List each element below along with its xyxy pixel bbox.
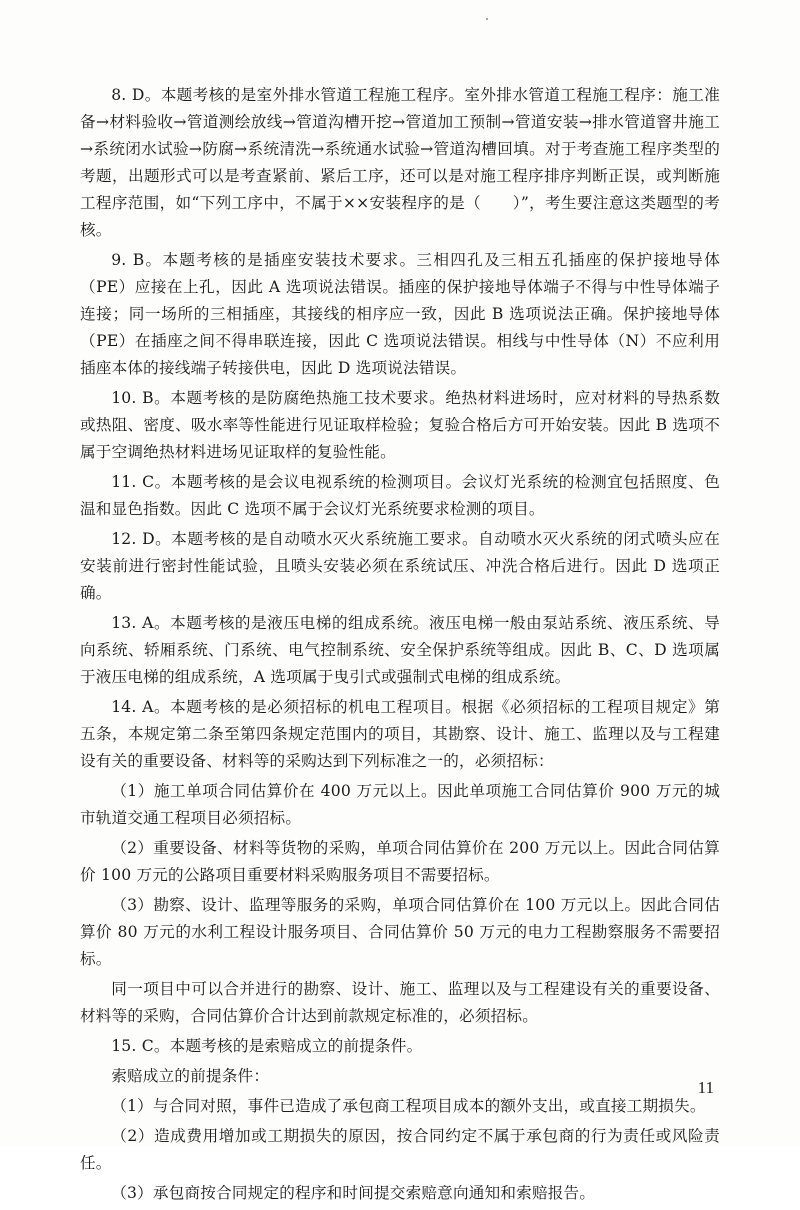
- paragraph-q15-item3: （3）承包商按合同规定的程序和时间提交索赔意向通知和索赔报告。: [111, 1184, 596, 1202]
- paragraph-q14-item2: （2）重要设备、材料等货物的采购，单项合同估算价在 200 万元以上。因此合同估算价 100 万元的公路项目重要材料采购服务项目不需要招标。: [80, 839, 720, 884]
- paragraph-q15-item2: （2）造成费用增加或工期损失的原因，按合同约定不属于承包商的行为责任或风险责任。: [80, 1127, 720, 1172]
- paragraph-q15-item1: （1）与合同对照，事件已造成了承包商工程项目成本的额外支出，或直接工期损失。: [111, 1097, 706, 1115]
- paragraph-q14-note: 同一项目中可以合并进行的勘察、设计、施工、监理以及与工程建设有关的重要设备、材料等的采购，合同估算价合计达到前款规定标准的，必须招标。: [80, 980, 720, 1025]
- answer-explanations: [80, 82, 720, 1210]
- paragraph-q11: 11. C。本题考核的是会议电视系统的检测项目。会议灯光系统的检测宜包括照度、色温和显色指数。因此 C 选项不属于会议灯光系统要求检测的项目。: [80, 473, 720, 518]
- page-number: 11: [697, 1078, 714, 1097]
- scan-speck: [486, 18, 488, 20]
- paragraph-q15-heading: 索赔成立的前提条件：: [111, 1067, 270, 1085]
- paragraph-q9: 9. B。本题考核的是插座安装技术要求。三相四孔及三相五孔插座的保护接地导体（PE）应接在上孔，因此 A 选项说法错误。插座的保护接地导体端子不得与中性导体端子连接；同一场所的三相插座，其接线的相序应一致，因此 B 选项说法正确。保护接地导体（PE）在插座之间不得串联连接，因此 C 选项说法错误。相线与中性导体（N）不应利用插座本体的接线端子转接供电，因此 D 选项说法错误。: [80, 251, 720, 377]
- paragraph-q12: 12. D。本题考核的是自动喷水灭火系统施工要求。自动喷水灭火系统的闭式喷头应在安装前进行密封性能试验，且喷头安装必须在系统试压、冲洗合格后进行。因此 D 选项正确。: [80, 530, 720, 602]
- paragraph-q13: 13. A。本题考核的是液压电梯的组成系统。液压电梯一般由泵站系统、液压系统、导向系统、轿厢系统、门系统、电气控制系统、安全保护系统等组成。因此 B、C、D 选项属于液压电梯的组成系统，A 选项属于曳引式或强制式电梯的组成系统。: [80, 614, 720, 686]
- paragraph-q14-item3: （3）勘察、设计、监理等服务的采购，单项合同估算价在 100 万元以上。因此合同估算价 80 万元的水利工程设计服务项目、合同估算价 50 万元的电力工程勘察服务不需要招标。: [80, 896, 720, 968]
- paragraph-q14-item1: （1）施工单项合同估算价在 400 万元以上。因此单项施工合同估算价 900 万元的城市轨道交通工程项目必须招标。: [80, 782, 720, 827]
- paragraph-q14: 14. A。本题考核的是必须招标的机电工程项目。根据《必须招标的工程项目规定》第五条，本规定第二条至第四条规定范围内的项目，其勘察、设计、施工、监理以及与工程建设有关的重要设备、材料等的采购达到下列标准之一的，必须招标：: [80, 698, 720, 770]
- paragraph-q10: 10. B。本题考核的是防腐绝热施工技术要求。绝热材料进场时，应对材料的导热系数或热阻、密度、吸水率等性能进行见证取样检验；复验合格后方可开始安装。因此 B 选项不属于空调绝热材料进场见证取样的复验性能。: [80, 389, 720, 461]
- paragraph-q15: 15. C。本题考核的是索赔成立的前提条件。: [111, 1037, 423, 1055]
- paragraph-q8: 8. D。本题考核的是室外排水管道工程施工程序。室外排水管道工程施工程序：施工准备→材料验收→管道测绘放线→管道沟槽开挖→管道加工预制→管道安装→排水管道窨井施工→系统闭水试验→防腐→系统清洗→系统通水试验→管道沟槽回填。对于考查施工程序类型的考题，出题形式可以是考查紧前、紧后工序，还可以是对施工程序排序判断正误，或判断施工程序范围，如“下列工序中，不属于××安装程序的是（ ）”，考生要注意这类题型的考核。: [80, 86, 720, 239]
